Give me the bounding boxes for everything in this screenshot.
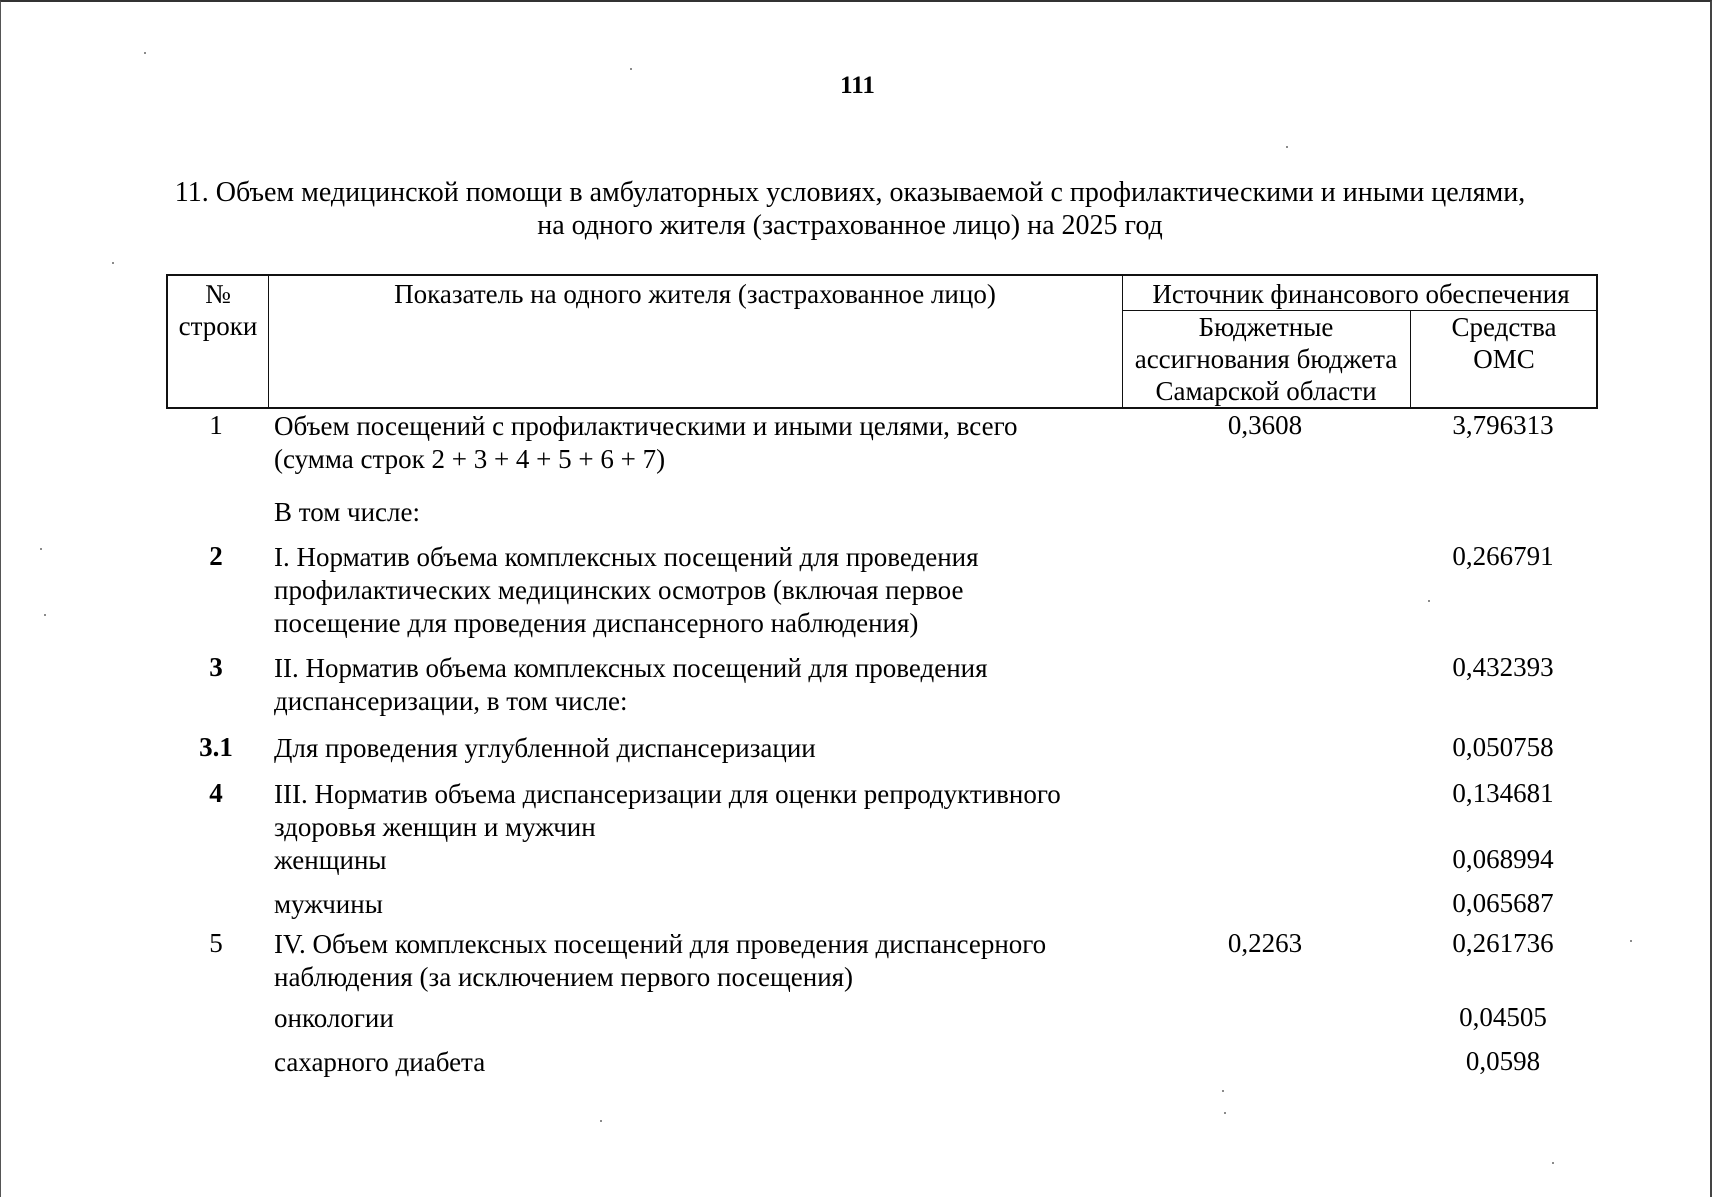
row-oms-value: 0,261736: [1452, 928, 1554, 958]
row-budget-value: 0,3608: [1227, 410, 1303, 440]
row-indicator-line: III. Норматив объема диспансеризации для оценки репродуктивного: [274, 779, 1061, 809]
row-subheading: В том числе:: [274, 497, 420, 527]
document-title: [140, 176, 1560, 242]
row-indicator: онкологии: [274, 1003, 394, 1033]
row-indicator-line: наблюдения (за исключением первого посещения): [274, 962, 854, 992]
scan-speck: [40, 548, 42, 550]
table-header: [166, 274, 1598, 409]
scan-speck: [1552, 1162, 1554, 1164]
scan-speck: [630, 68, 632, 70]
row-oms-value: 0,065687: [1452, 888, 1554, 918]
row-number: 3: [209, 652, 223, 682]
header-oms: [1410, 311, 1598, 375]
row-indicator: [274, 778, 1124, 844]
scan-speck: [1428, 600, 1430, 602]
row-indicator-line: здоровья женщин и мужчин: [274, 812, 596, 842]
scan-speck: [1286, 146, 1288, 148]
row-indicator-line: II. Норматив объема комплексных посещений для проведения: [274, 653, 988, 683]
scan-speck: [1630, 940, 1632, 942]
row-number: 2: [209, 541, 223, 571]
header-funding-source: Источник финансового обеспечения: [1152, 279, 1570, 309]
row-indicator: [274, 928, 1124, 994]
row-indicator-line: посещение для проведения диспансерного наблюдения): [274, 608, 919, 638]
scan-speck: [1224, 1112, 1226, 1114]
row-indicator: [274, 652, 1124, 718]
scan-speck: [600, 1120, 602, 1122]
header-budget: [1122, 311, 1410, 407]
header-row-number-line2: строки: [178, 311, 258, 341]
row-oms-value: 0,432393: [1452, 652, 1554, 682]
header-budget-line3: Самарской области: [1155, 376, 1377, 406]
row-indicator: [274, 410, 1124, 476]
row-budget-value: 0,2263: [1227, 928, 1303, 958]
row-indicator: сахарного диабета: [274, 1047, 486, 1077]
row-oms-value: 0,04505: [1459, 1002, 1547, 1032]
header-budget-line1: Бюджетные: [1198, 312, 1334, 342]
row-indicator-line: профилактических медицинских осмотров (включая первое: [274, 575, 964, 605]
row-number: 3.1: [199, 732, 233, 762]
scan-speck: [1222, 1090, 1224, 1092]
row-oms-value: 0,068994: [1452, 844, 1554, 874]
scan-speck: [144, 52, 146, 54]
row-indicator: [274, 541, 1124, 640]
row-indicator-line: (сумма строк 2 + 3 + 4 + 5 + 6 + 7): [274, 444, 666, 474]
row-indicator-line: I. Норматив объема комплексных посещений для проведения: [274, 542, 979, 572]
row-indicator: мужчины: [274, 889, 383, 919]
header-oms-line2: ОМС: [1473, 344, 1535, 374]
row-number: 4: [209, 778, 223, 808]
scan-speck: [112, 262, 114, 264]
row-indicator: Для проведения углубленной диспансеризации: [274, 733, 816, 763]
header-row-number-line1: №: [205, 279, 231, 309]
row-indicator: женщины: [274, 845, 387, 875]
row-oms-value: 0,0598: [1465, 1046, 1541, 1076]
header-budget-line2: ассигнования бюджета: [1134, 344, 1398, 374]
page-number: 111: [840, 72, 875, 99]
header-indicator: Показатель на одного жителя (застрахованное лицо): [394, 279, 996, 309]
row-indicator-line: IV. Объем комплексных посещений для проведения диспансерного: [274, 929, 1047, 959]
header-oms-line1: Средства: [1451, 312, 1557, 342]
title-line-1: 11. Объем медицинской помощи в амбулаторных условиях, оказываемой с профилактическими и иными целями,: [174, 177, 1526, 208]
row-oms-value: 0,134681: [1452, 778, 1554, 808]
title-line-2: на одного жителя (застрахованное лицо) на 2025 год: [537, 210, 1163, 241]
header-row-number: [168, 278, 268, 342]
row-oms-value: 3,796313: [1452, 410, 1554, 440]
row-indicator-line: диспансеризации, в том числе:: [274, 686, 628, 716]
scan-speck: [44, 614, 46, 616]
row-number: 5: [209, 928, 223, 958]
row-oms-value: 0,050758: [1452, 732, 1554, 762]
row-number: 1: [209, 410, 223, 440]
row-oms-value: 0,266791: [1452, 541, 1554, 571]
row-indicator-line: Объем посещений с профилактическими и иными целями, всего: [274, 411, 1018, 441]
